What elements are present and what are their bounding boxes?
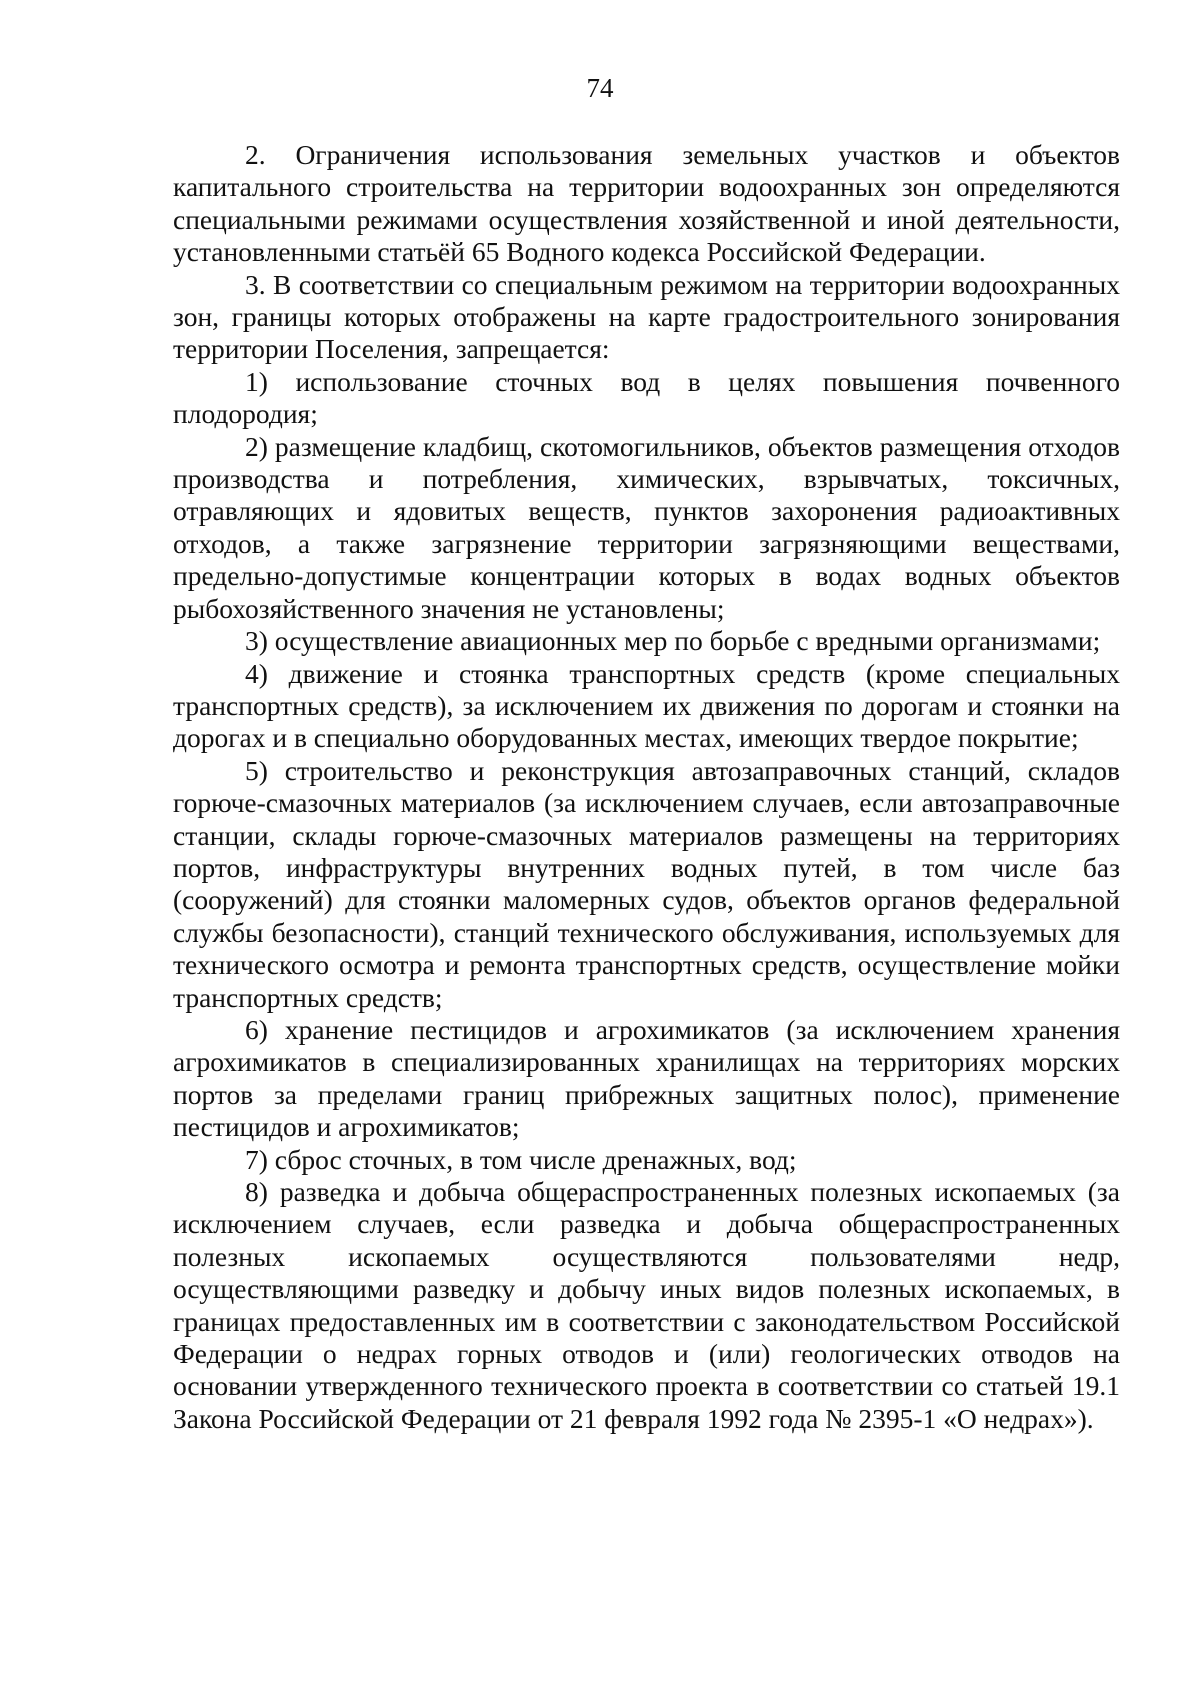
list-item-8: 8) разведка и добыча общераспространенных полезных ископаемых (за исключением случаев, если разведка и добыча общераспространенных полезных ископаемых осуществляются пользователями недр, осуществляющими разведку и добычу иных видов полезных ископаемых, в границах предоставленных им в соответствии с законодательством Российской Федерации о недрах горных отводов и (или) геологических отводов на основании утвержденного технического проекта в соответствии со статьей 19.1 Закона Российской Федерации от 21 февраля 1992 года № 2395-1 «О недрах»). — [173, 1176, 1120, 1434]
document-body — [173, 139, 1120, 1435]
page-number: 74 — [586, 73, 614, 103]
list-item-7: 7) сброс сточных, в том числе дренажных, вод; — [245, 1143, 797, 1175]
list-item-4: 4) движение и стоянка транспортных средств (кроме специальных транспортных средств), за исключением их движения по дорогам и стоянки на дорогах и в специально оборудованных местах, имеющих твердое покрытие; — [173, 657, 1120, 754]
list-item-2: 2) размещение кладбищ, скотомогильников, объектов размещения отходов производства и потребления, химических, взрывчатых, токсичных, отравляющих и ядовитых веществ, пунктов захоронения радиоактивных отходов, а также загрязнение территории загрязняющими веществами, предельно-допустимые концентрации которых в водах водных объектов рыбохозяйственного значения не установлены; — [173, 430, 1120, 624]
list-item-1: 1) использование сточных вод в целях повышения почвенного плодородия; — [173, 365, 1120, 430]
paragraph-restrictions-intro: 2. Ограничения использования земельных участков и объектов капитального строительства на территории водоохранных зон определяются специальными режимами осуществления хозяйственной и иной деятельности, установленными статьёй 65 Водного кодекса Российской Федерации. — [173, 139, 1120, 268]
paragraph-prohibitions-intro: 3. В соответствии со специальным режимом на территории водоохранных зон, границы которых отображены на карте градостроительного зонирования территории Поселения, запрещается: — [173, 268, 1120, 365]
list-item-6: 6) хранение пестицидов и агрохимикатов (за исключением хранения агрохимикатов в специализированных хранилищах на территориях морских портов за пределами границ прибрежных защитных полос), применение пестицидов и агрохимикатов; — [173, 1013, 1120, 1143]
list-item-5: 5) строительство и реконструкция автозаправочных станций, складов горюче-смазочных материалов (за исключением случаев, если автозаправочные станции, склады горюче-смазочных материалов размещены на территориях портов, инфраструктуры внутренних водных путей, в том числе баз (сооружений) для стоянки маломерных судов, объектов органов федеральной службы безопасности), станций технического обслуживания, используемых для технического осмотра и ремонта транспортных средств, осуществление мойки транспортных средств; — [173, 754, 1120, 1013]
list-item-3: 3) осуществление авиационных мер по борьбе с вредными организмами; — [245, 625, 1101, 657]
